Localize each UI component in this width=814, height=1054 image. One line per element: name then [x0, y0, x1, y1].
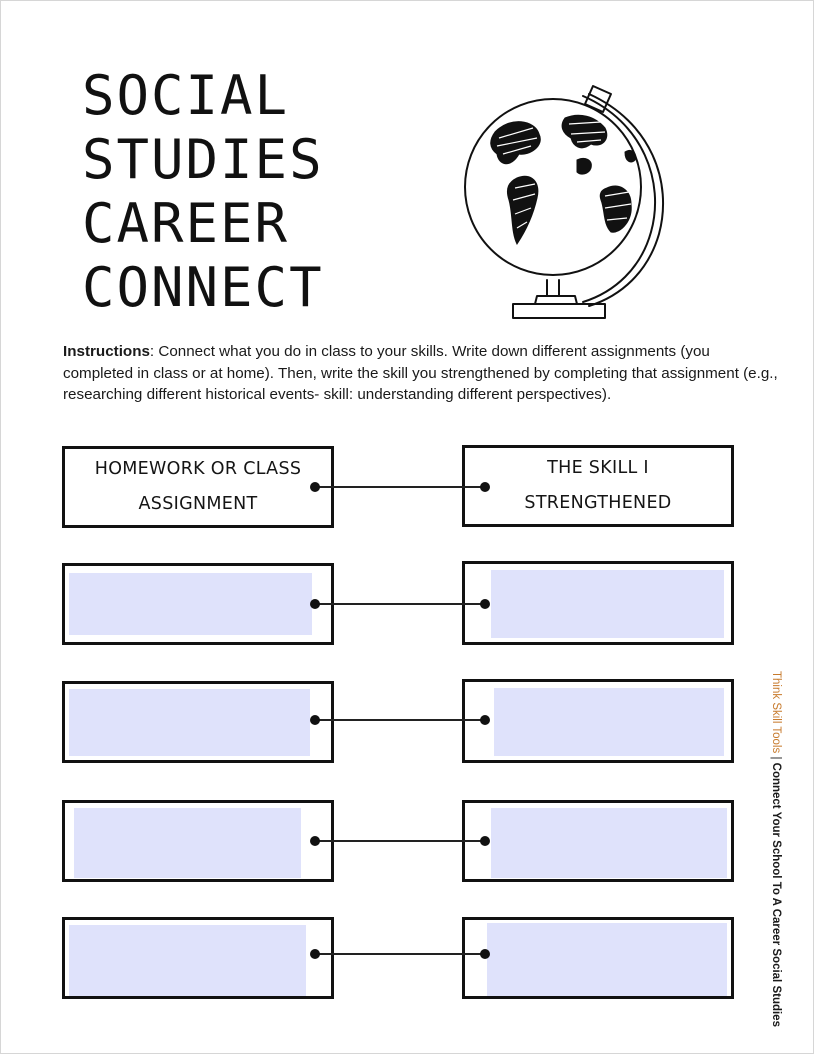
connector-dot-left-3: [310, 836, 320, 846]
instructions: [63, 341, 783, 406]
assignment-box-4: [62, 917, 334, 999]
side-footer-text: Connect Your School To A Career Social Studies: [770, 762, 782, 1027]
header-skill-label: THE SKILL I STRENGTHENED: [524, 458, 672, 513]
instructions-text: : Connect what you do in class to your skills. Write down different assignments (you completed in class or at home). Then, write the skill you strengthened by completing that assignment (e.g., researching different historical events- skill: understanding different perspectives).: [63, 343, 778, 403]
connector-line-4: [315, 953, 485, 955]
connector-dot-right-4: [480, 949, 490, 959]
connector-dot-right-1: [480, 599, 490, 609]
skill-box-2: [462, 679, 734, 763]
title-line-1: SOCIAL: [82, 64, 290, 127]
assignment-field-1[interactable]: [69, 573, 312, 635]
skill-field-4[interactable]: [487, 923, 727, 996]
header-connector-line: [315, 486, 485, 488]
skill-box-4: [462, 917, 734, 999]
instructions-label: Instructions: [63, 343, 150, 360]
connector-line-3: [315, 840, 485, 842]
connector-line-1: [315, 603, 485, 605]
assignment-field-2[interactable]: [69, 689, 310, 756]
connector-dot-left-1: [310, 599, 320, 609]
side-footer-separator: |: [770, 753, 782, 763]
skill-field-1[interactable]: [491, 570, 724, 638]
skill-box-3: [462, 800, 734, 882]
connector-line-2: [315, 719, 485, 721]
side-footer-brand: Think Skill Tools: [770, 671, 782, 754]
page-title: [82, 64, 324, 320]
title-line-3: CAREER: [82, 192, 290, 255]
connector-dot-left-2: [310, 715, 320, 725]
header-connector-dot-left: [310, 482, 320, 492]
header-assignment: [62, 446, 334, 528]
title-line-2: STUDIES: [82, 128, 324, 191]
skill-field-2[interactable]: [494, 688, 724, 756]
assignment-box-3: [62, 800, 334, 882]
assignment-box-1: [62, 563, 334, 645]
title-line-4: CONNECT: [82, 256, 324, 319]
header-connector-dot-right: [480, 482, 490, 492]
assignment-box-2: [62, 681, 334, 763]
skill-field-3[interactable]: [491, 808, 727, 878]
assignment-field-3[interactable]: [74, 808, 301, 878]
side-footer-label: [770, 671, 782, 1027]
header-skill: [462, 445, 734, 527]
header-assignment-label: HOMEWORK OR CLASS ASSIGNMENT: [94, 459, 302, 514]
globe-icon: [455, 82, 680, 324]
assignment-field-4[interactable]: [69, 925, 306, 996]
connector-dot-right-2: [480, 715, 490, 725]
connector-dot-right-3: [480, 836, 490, 846]
connector-dot-left-4: [310, 949, 320, 959]
skill-box-1: [462, 561, 734, 645]
